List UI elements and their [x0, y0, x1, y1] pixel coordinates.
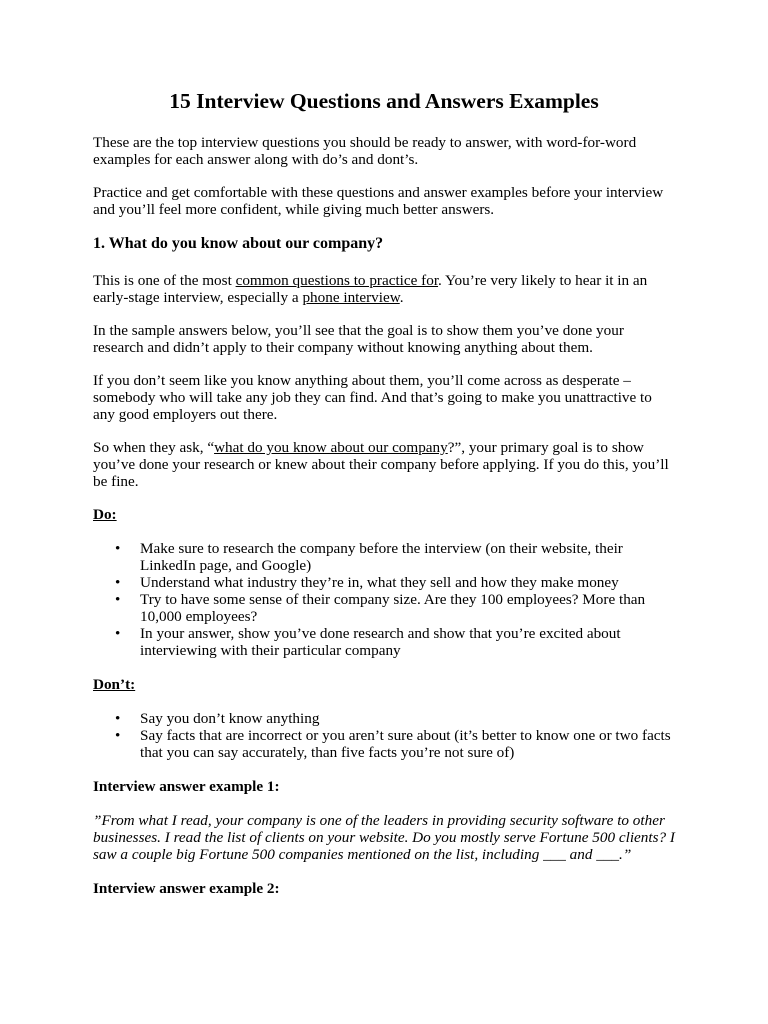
list-item: • Try to have some sense of their company size. Are they 100 employees? More than 10,000 employees?: [140, 591, 675, 625]
text-run: So when they ask, “: [93, 439, 215, 456]
section1-paragraph-4: [93, 439, 675, 490]
text-run: . You’re very likely to hear it in an early-stage interview, especially a: [93, 272, 648, 306]
section1-paragraph-1: [93, 272, 675, 306]
text-run: This is one of the most: [93, 272, 236, 289]
common-questions-link[interactable]: common questions to practice for: [235, 272, 439, 289]
section-heading-1: 1. What do you know about our company?: [93, 235, 384, 252]
list-item: • Say you don’t know anything: [140, 710, 675, 727]
phone-interview-link[interactable]: phone interview: [302, 289, 400, 306]
text-run: .: [399, 289, 404, 306]
example-1-title: Interview answer example 1:: [93, 778, 280, 795]
section1-paragraph-2: In the sample answers below, you’ll see that the goal is to show them you’ve done your research and didn’t apply to their company without knowing anything about them.: [93, 322, 624, 356]
intro-paragraph-1: These are the top interview questions you should be ready to answer, with word-for-word examples for each answer along with do’s and dont’s.: [93, 134, 637, 168]
example-2-title: Interview answer example 2:: [93, 880, 280, 897]
text-run: ?”, your primary goal is to show you’ve done your research or knew about their company before applying. If you do this, you’ll be fine.: [93, 439, 669, 490]
do-label: Do:: [93, 506, 117, 523]
list-item: • Understand what industry they’re in, what they sell and how they make money: [140, 574, 675, 591]
what-do-you-know-link[interactable]: what do you know about our company: [214, 439, 448, 456]
list-item: • In your answer, show you’ve done research and show that you’re excited about interviewing with their particular company: [140, 625, 675, 659]
dont-label: Don’t:: [93, 676, 136, 693]
list-item: • Say facts that are incorrect or you aren’t sure about (it’s better to know one or two facts that you can say accurately, than five facts you’re not sure of): [140, 727, 675, 761]
intro-paragraph-2: Practice and get comfortable with these questions and answer examples before your interview and you’ll feel more confident, while giving much better answers.: [93, 184, 664, 218]
section1-paragraph-3: If you don’t seem like you know anything about them, you’ll come across as desperate – somebody who will take any job they can find. And that’s going to make you unattractive to any good employers out there.: [93, 372, 652, 423]
dont-list: [93, 710, 675, 761]
document-title: 15 Interview Questions and Answers Examples: [169, 89, 599, 113]
example-1-quote: ”From what I read, your company is one of the leaders in providing security software to other businesses. I read the list of clients on your website. Do you mostly serve Fortune 500 clients? I saw a couple big Fortune 500 companies mentioned on the list, including ___ and ___.”: [93, 812, 675, 863]
list-item: • Make sure to research the company before the interview (on their website, their LinkedIn page, and Google): [140, 540, 675, 574]
do-list: [93, 540, 675, 659]
